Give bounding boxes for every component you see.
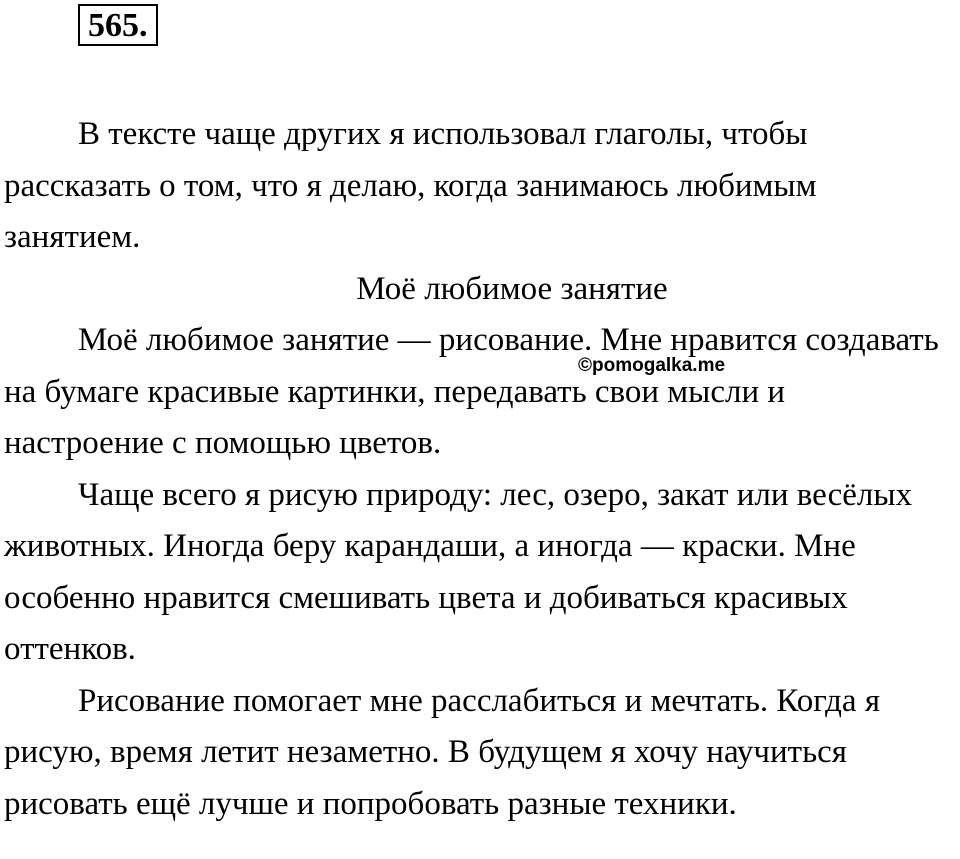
intro-paragraph: В тексте чаще других я использовал глаголы, чтобы рассказать о том, что я делаю, когда занимаюсь любимым занятием. — [4, 116, 817, 255]
essay-paragraph-2: Чаще всего я рисую природу: лес, озеро, закат или весёлых животных. Иногда беру карандаши, а иногда — краски. Мне особенно нравится смешивать цвета и добиваться красивых оттенков. — [4, 476, 913, 667]
essay-paragraph-3: Рисование помогает мне расслабиться и мечтать. Когда я рисую, время летит незаметно. В будущем я хочу научиться рисовать ещё лучше и попробовать разные техники. — [4, 682, 881, 822]
essay-paragraph-1: Моё любимое занятие — рисование. Мне нравится создавать на бумаге красивые картинки, передавать свои мысли и настроение с помощью цветов. — [4, 322, 939, 461]
watermark: ©pomogalka.me — [578, 355, 726, 376]
answer-text — [4, 109, 948, 830]
task-number: 565. — [78, 4, 158, 46]
essay-title: Моё любимое занятие — [356, 270, 668, 307]
